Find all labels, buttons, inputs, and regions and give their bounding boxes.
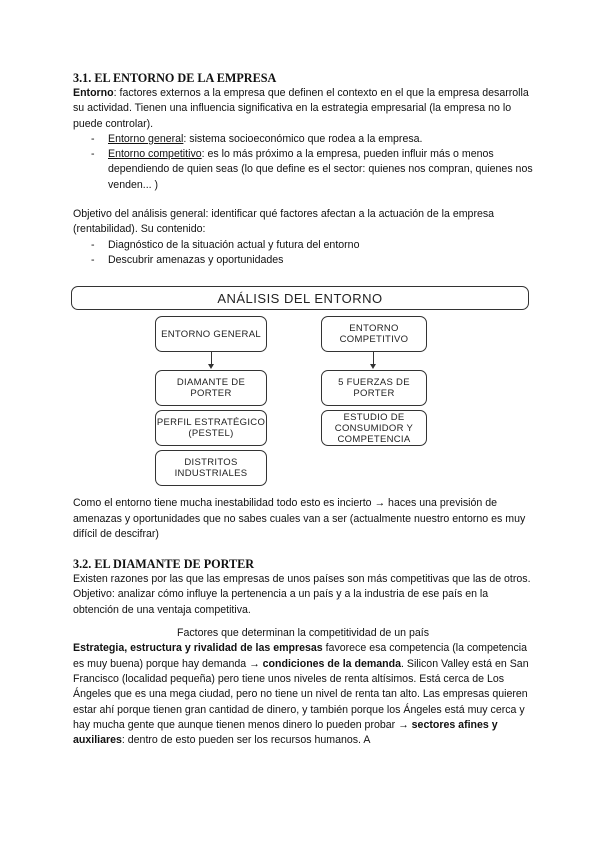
factors-paragraph bbox=[73, 641, 533, 748]
arrow-line bbox=[373, 351, 374, 365]
bullet-term: Entorno competitivo bbox=[108, 148, 202, 161]
entorno-general-box: ENTORNO GENERAL bbox=[155, 316, 267, 352]
estudio-consumidor-box: ESTUDIO DE CONSUMIDOR Y COMPETENCIA bbox=[321, 410, 427, 446]
content-list bbox=[73, 238, 533, 269]
section-heading-diamante: 3.2. EL DIAMANTE DE PORTER bbox=[73, 557, 255, 572]
section-heading-entorno: 3.1. EL ENTORNO DE LA EMPRESA bbox=[73, 71, 277, 85]
bullet-text: : es lo más próximo a la empresa, pueden influir más o menos dependiendo de quien seas (lo que define es el sector: quienes nos compran, quienes nos venden... ) bbox=[108, 148, 533, 191]
document-page bbox=[73, 70, 533, 748]
arrow-head-icon bbox=[370, 364, 376, 369]
paragraph-text: : dentro de esto pueden ser los recursos humanos. A bbox=[121, 734, 371, 747]
cinco-fuerzas-box: 5 FUERZAS DE PORTER bbox=[321, 370, 427, 406]
arrow-head-icon bbox=[208, 364, 214, 369]
entorno-def-text: : factores externos a la empresa que definen el contexto en el que la empresa desarrolla su actividad. Tienen una influencia significativa en la estrategia empresarial (la empresa no lo puede controlar). bbox=[73, 87, 529, 130]
uncertainty-paragraph: Como el entorno tiene mucha inestabilidad todo esto es incierto → haces una previsión de amenazas y oportunidades que no sabes cuales van a ser (actualmente nuestro entorno es muy difícil de descifrar) bbox=[73, 497, 526, 540]
list-item bbox=[91, 132, 533, 147]
arrow-line bbox=[211, 351, 212, 365]
paragraph-text: . Silicon Valley está en San Francisco (localidad pequeña) pero tiene unos niveles de renta altísimos. Está cerca de Los Ángeles que es una mega ciudad, pero no tiene un nivel de renta tan alto. Las empresas quieren estar ahí porque tienen gran cantidad de dinero, y también porque los Ángeles está muy cerca y hay mucha gente que aunque tienen menos dinero lo pueden probar → bbox=[73, 657, 529, 731]
diagram-title-box: ANÁLISIS DEL ENTORNO bbox=[71, 286, 529, 310]
list-item: - Descubrir amenazas y oportunidades bbox=[91, 253, 533, 268]
bullet-term: Entorno general bbox=[108, 132, 184, 145]
entorno-competitivo-box: ENTORNO COMPETITIVO bbox=[321, 316, 427, 352]
entorno-diagram bbox=[71, 286, 531, 496]
distritos-industriales-box: DISTRITOS INDUSTRIALES bbox=[155, 450, 267, 486]
list-item bbox=[91, 147, 533, 193]
entorno-term: Entorno bbox=[73, 87, 114, 99]
bold-term: Estrategia, estructura y rivalidad de las empresas bbox=[73, 642, 323, 655]
perfil-estrategico-box: PERFIL ESTRATÉGICO (PESTEL) bbox=[155, 410, 267, 446]
bullet-text: : sistema socioeconómico que rodea a la empresa. bbox=[183, 132, 423, 145]
diamante-intro: Existen razones por las que las empresas de unos países son más competitivas que las de otros. Objetivo: analizar cómo influye la pertenencia a un país y a la industria de ese país en la obtención de una ventaja competitiva. bbox=[73, 573, 531, 616]
factors-title: Factores que determinan la competitividad de un país bbox=[176, 627, 430, 640]
list-item: - Diagnóstico de la situación actual y futura del entorno bbox=[91, 238, 533, 253]
objective-paragraph: Objetivo del análisis general: identificar qué factores afectan a la actuación de la empresa (rentabilidad). Su contenido: bbox=[73, 208, 495, 236]
entorno-types-list bbox=[73, 132, 533, 193]
paragraph-text: favorece esa competencia (la competencia es muy buena) porque hay demanda → bbox=[73, 642, 528, 670]
bold-term: sectores afines y auxiliares bbox=[73, 718, 498, 747]
diamante-porter-box: DIAMANTE DE PORTER bbox=[155, 370, 267, 406]
bold-term: condiciones de la demanda bbox=[262, 657, 401, 670]
entorno-definition bbox=[73, 86, 533, 132]
